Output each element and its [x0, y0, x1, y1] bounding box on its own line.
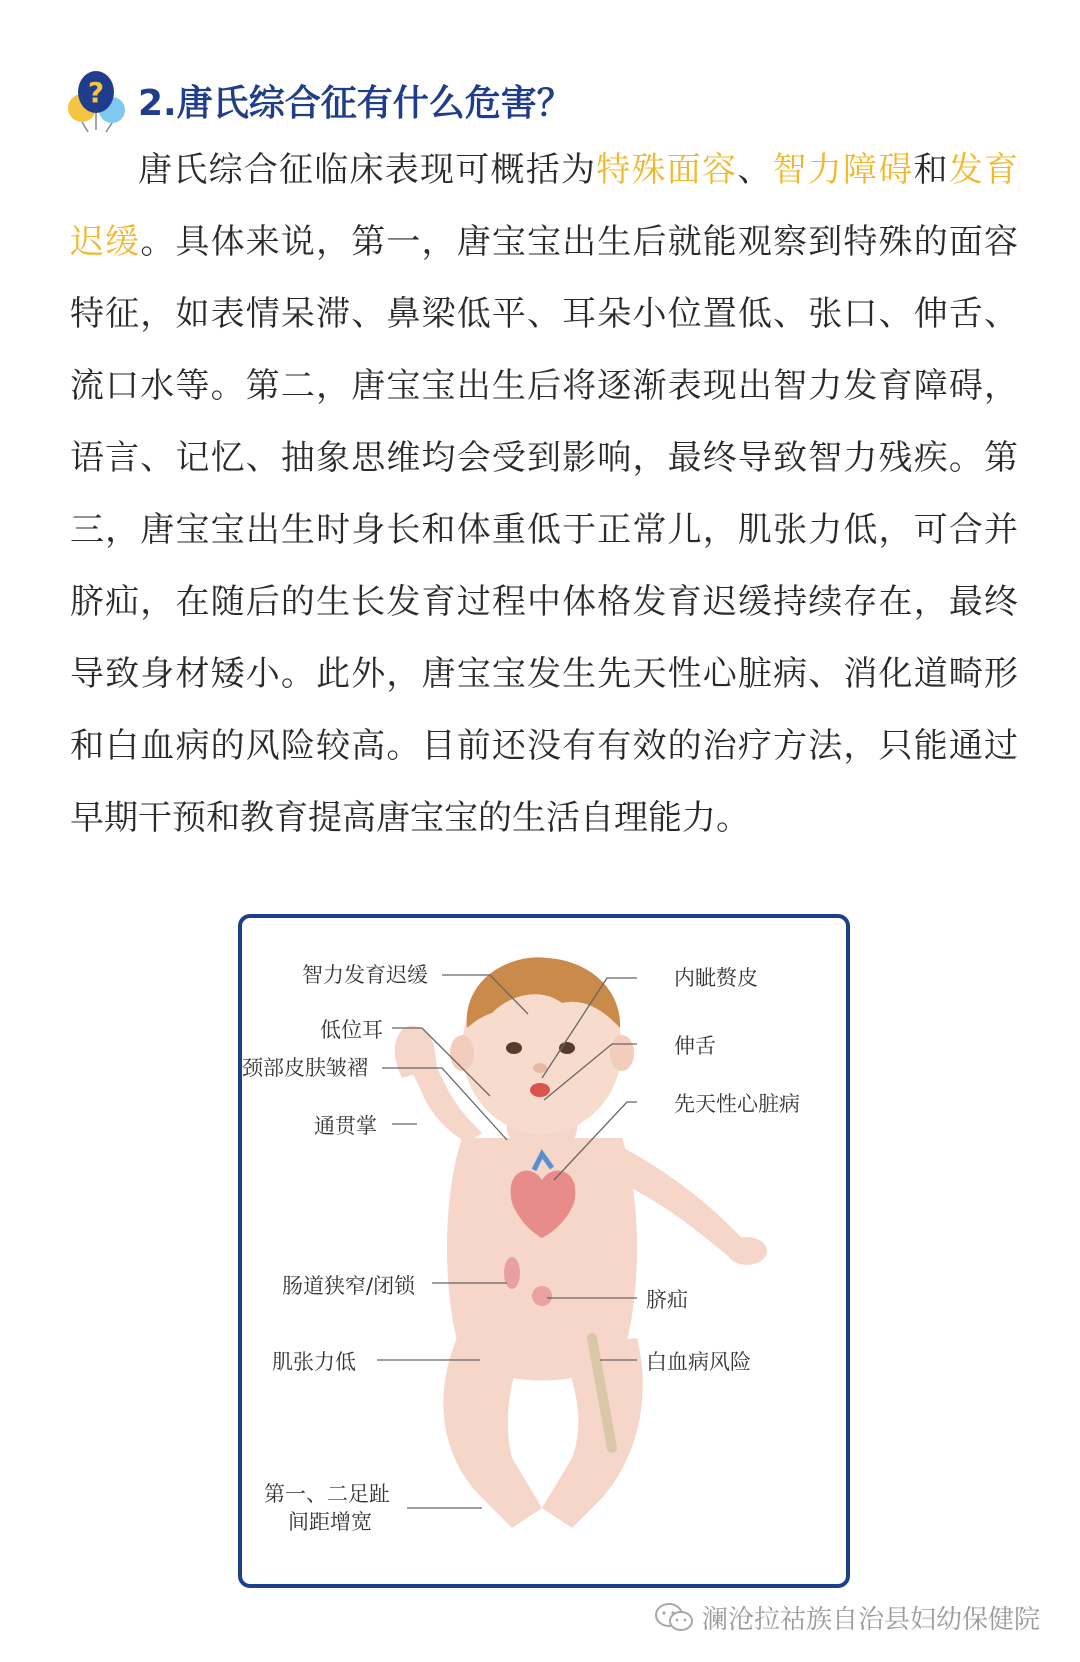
label-hypotonia: 肌张力低	[272, 1350, 356, 1374]
highlight-special-face: 特殊面容	[596, 150, 738, 190]
body-paragraph	[70, 134, 1018, 854]
label-intestinal-atresia: 肠道狭窄/闭锁	[282, 1274, 416, 1298]
label-toe-gap-line2: 间距增宽	[288, 1510, 372, 1534]
wechat-icon	[654, 1602, 694, 1634]
para-text-2: 。具体来说，第一，唐宝宝出生后就能观察到特殊的面容特征，如表情呆滞、鼻梁低平、耳朵小位置低、张口、伸舌、流口水等。第二，唐宝宝出生后将逐渐表现出智力发育障碍，语言、记忆、抽象思维均会受到影响，最终导致智力残疾。第三，唐宝宝出生时身长和体重低于正常儿，肌张力低，可合并脐疝，在随后的生长发育过程中体格发育迟缓持续存在，最终导致身材矮小。此外，唐宝宝发生先天性心脏病、消化道畸形和白血病的风险较高。目前还没有有效的治疗方法，只能通过早期干预和教育提高唐宝宝的生活自理能力。	[70, 222, 1019, 838]
label-umbilical-hernia: 脐疝	[646, 1288, 688, 1312]
section-heading	[62, 60, 573, 140]
label-toe-gap-line1: 第一、二足趾	[264, 1482, 390, 1506]
label-congenital-heart-disease: 先天性心脏病	[674, 1092, 800, 1116]
label-low-ear: 低位耳	[320, 1018, 383, 1042]
account-watermark	[654, 1599, 1040, 1636]
account-name: 澜沧拉祜族自治县妇幼保健院	[701, 1605, 1040, 1635]
para-text-1: 唐氏综合征临床表现可概括为	[138, 150, 597, 190]
question-balloon-icon	[62, 64, 130, 136]
para-sep-1: 、	[737, 150, 773, 190]
label-tongue-protrusion: 伸舌	[674, 1034, 716, 1058]
label-simian-crease: 通贯掌	[314, 1114, 377, 1138]
highlight-growth-delay: 发育迟缓	[70, 150, 1018, 262]
highlight-intellectual-disability: 智力障碍	[772, 150, 914, 190]
label-intellectual-delay: 智力发育迟缓	[302, 963, 428, 987]
label-neck-skin-fold: 颈部皮肤皱褶	[242, 1056, 368, 1080]
label-epicanthus: 内眦赘皮	[674, 966, 758, 990]
para-sep-2: 和	[913, 150, 949, 190]
svg-text:?: ?	[87, 76, 105, 109]
baby-illustration-figure	[238, 914, 850, 1588]
heading-title: 2.唐氏综合征有什么危害？	[138, 82, 573, 124]
label-leukemia-risk: 白血病风险	[646, 1350, 751, 1374]
